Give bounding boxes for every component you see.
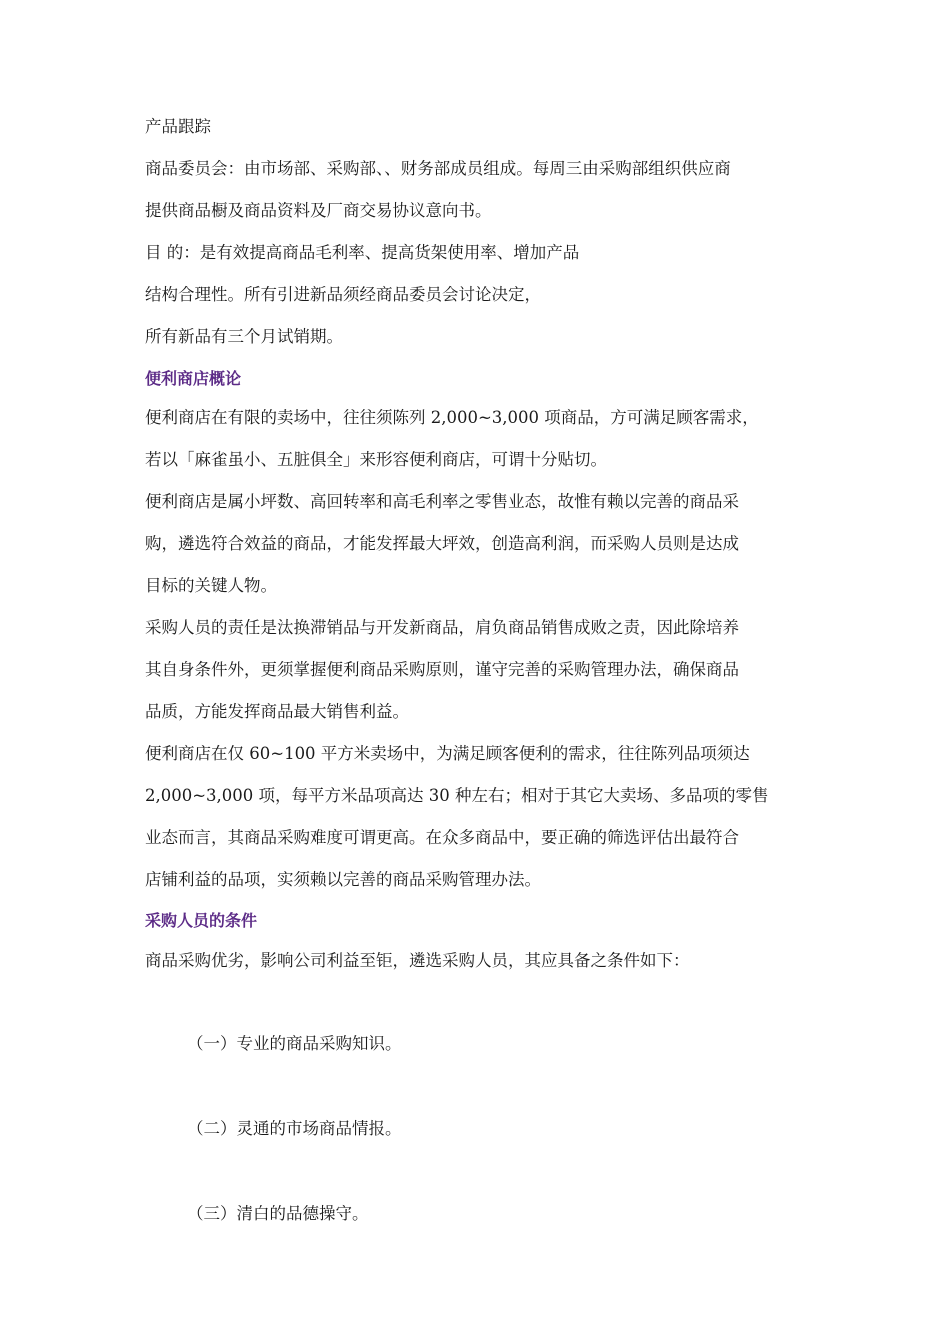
section-heading: 便利商店概论 — [145, 369, 242, 388]
list-item: （二）灵通的市场商品情报。 — [187, 1119, 402, 1138]
paragraph-line: 所有新品有三个月试销期。 — [145, 327, 343, 346]
paragraph-line: 目标的关键人物。 — [145, 576, 277, 595]
paragraph-line: 商品采购优劣，影响公司利益至钜，遴选采购人员，其应具备之条件如下： — [145, 951, 690, 970]
section-heading: 采购人员的条件 — [145, 911, 258, 930]
paragraph-line: 品质，方能发挥商品最大销售利益。 — [145, 702, 409, 721]
paragraph-line: 采购人员的责任是汰换滞销品与开发新商品，肩负商品销售成败之责，因此除培养 — [145, 618, 739, 637]
paragraph-line: 其自身条件外，更须掌握便利商品采购原则，谨守完善的采购管理办法，确保商品 — [145, 660, 739, 679]
paragraph-line: 提供商品橱及商品资料及厂商交易协议意向书。 — [145, 201, 492, 220]
paragraph-line: 便利商店在仅 60~100 平方米卖场中，为满足顾客便利的需求，往往陈列品项须达 — [145, 744, 750, 763]
paragraph-line: 便利商店在有限的卖场中，往往须陈列 2,000~3,000 项商品，方可满足顾客需求， — [145, 408, 759, 427]
list-item: （三）清白的品德操守。 — [187, 1204, 369, 1223]
paragraph-line: 若以「麻雀虽小、五脏俱全」来形容便利商店，可谓十分贴切。 — [145, 450, 607, 469]
paragraph-line: 购，遴选符合效益的商品，才能发挥最大坪效，创造高利润，而采购人员则是达成 — [145, 534, 739, 553]
paragraph-line: 店铺利益的品项，实须赖以完善的商品采购管理办法。 — [145, 870, 541, 889]
paragraph-line: 商品委员会：由市场部、采购部、、财务部成员组成。每周三由采购部组织供应商 — [145, 159, 731, 178]
paragraph-title: 产品跟踪 — [145, 117, 211, 136]
paragraph-line: 2,000~3,000 项，每平方米品项高达 30 种左右；相对于其它大卖场、多品项的零售 — [145, 786, 769, 805]
paragraph-line: 业态而言，其商品采购难度可谓更高。在众多商品中，要正确的筛选评估出最符合 — [145, 828, 739, 847]
list-item: （一）专业的商品采购知识。 — [187, 1034, 402, 1053]
paragraph-line: 目 的：是有效提高商品毛利率、提高货架使用率、增加产品 — [145, 243, 580, 262]
paragraph-line: 结构合理性。所有引进新品须经商品委员会讨论决定， — [145, 285, 541, 304]
paragraph-line: 便利商店是属小坪数、高回转率和高毛利率之零售业态，故惟有赖以完善的商品采 — [145, 492, 739, 511]
